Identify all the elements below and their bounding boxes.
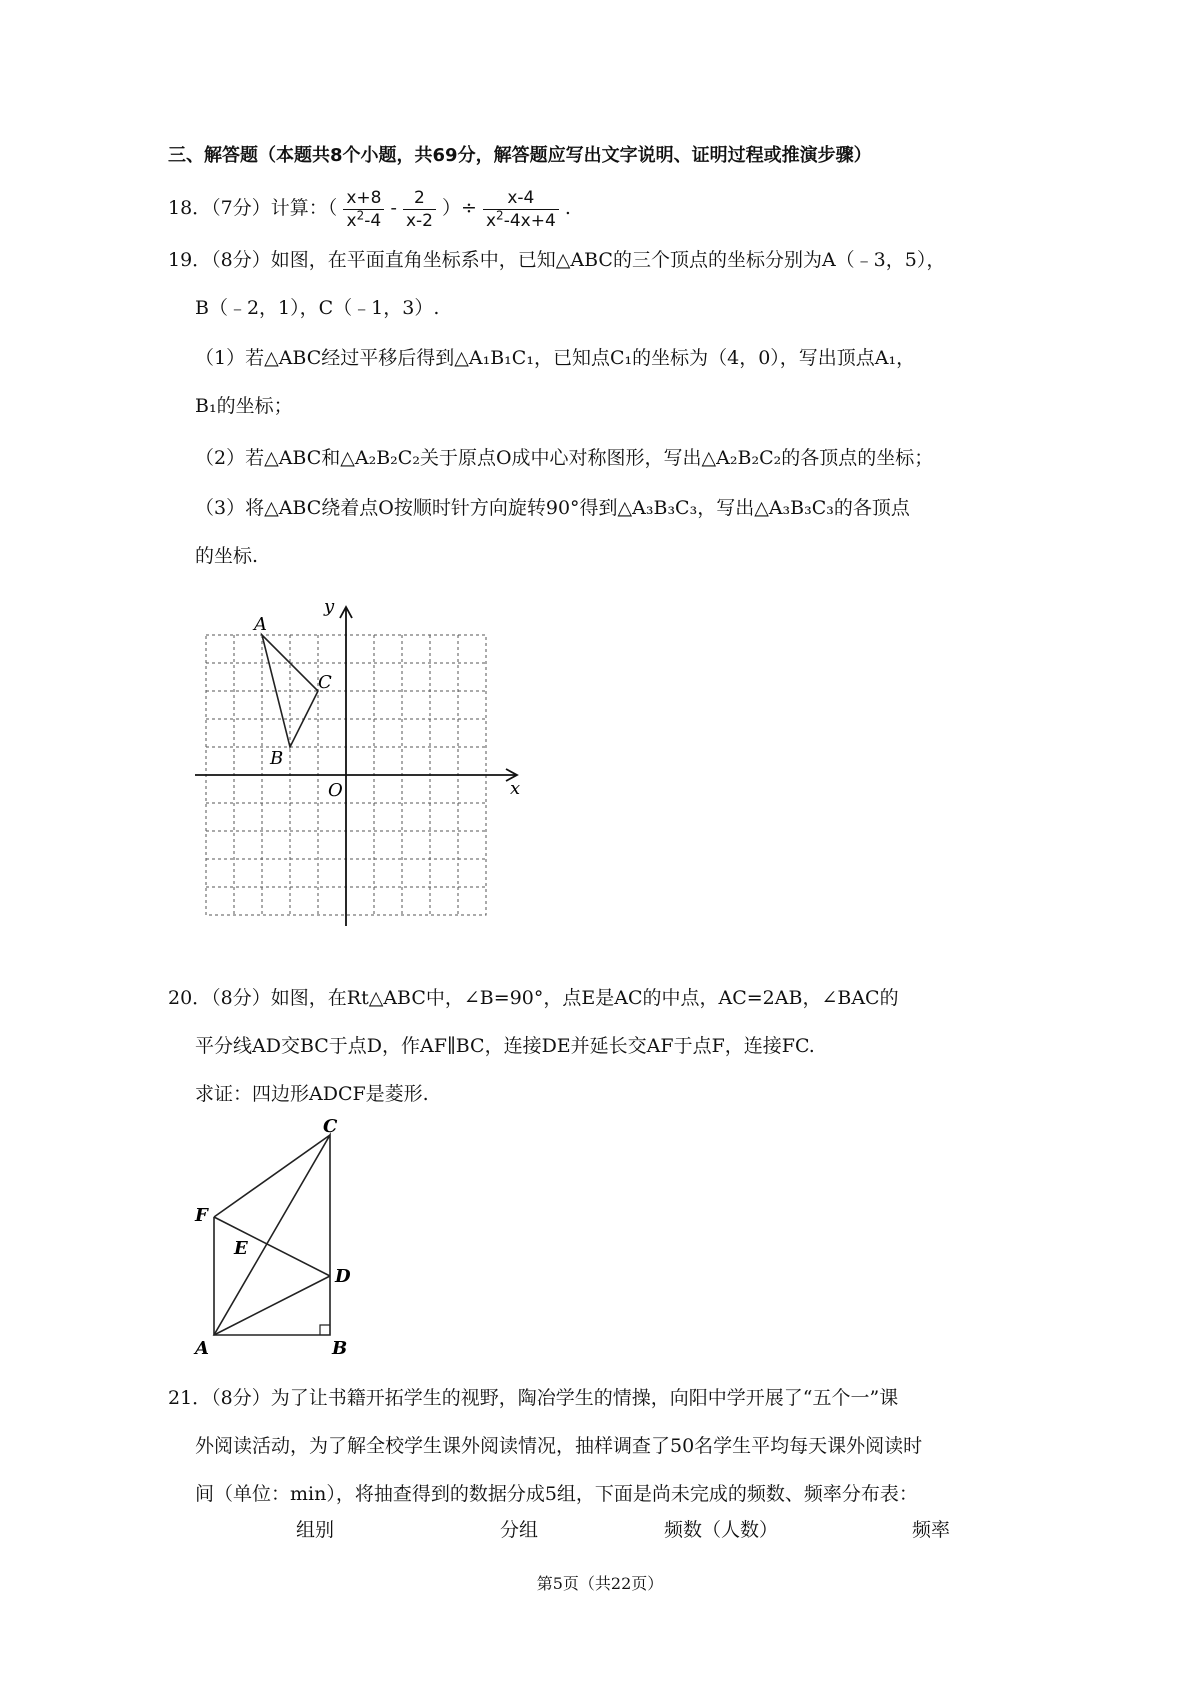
q18-fraction-3: $\frac{x-4}{x^2-4x+4}$ <box>483 187 559 232</box>
q19-part-1a: （1）若△ABC经过平移后得到△A₁B₁C₁，已知点C₁的坐标为（4，0），写出顶点A₁， <box>195 347 916 369</box>
q18-fraction-2: $\frac{2}{x-2}$ <box>403 187 436 232</box>
q21-line-1: 21．（8分）为了让书籍开拓学生的视野，陶冶学生的情操，向阳中学开展了“五个一”课 <box>168 1387 899 1409</box>
q21-line-2: 外阅读活动，为了解全校学生课外阅读情况，抽样调查了50名学生平均每天课外阅读时 <box>195 1435 923 1457</box>
q19-coordinate-figure <box>190 590 550 960</box>
table-header-frequency: 频数（人数） <box>664 1519 779 1541</box>
label-x-axis: x <box>510 778 521 799</box>
q18-divide: ）÷ <box>442 197 477 219</box>
table-header-range: 分组 <box>500 1519 539 1541</box>
table-header-rate: 频率 <box>912 1519 951 1541</box>
table-header-group: 组别 <box>296 1519 335 1541</box>
q20-line-2: 平分线AD交BC于点D，作AF∥BC，连接DE并延长交AF于点F，连接FC. <box>195 1035 815 1057</box>
label-point-f: F <box>195 1205 208 1226</box>
axes <box>195 607 517 926</box>
q18-fraction-1: $\frac{x+8}{x^2-4}$ <box>343 187 384 232</box>
label-point-b: B <box>270 748 284 769</box>
label-point-c: C <box>318 672 332 693</box>
q18-number: 18．（7分）计算：（ <box>168 197 338 219</box>
section-title: 三、解答题（本题共8个小题，共69分，解答题应写出文字说明、证明过程或推演步骤） <box>168 145 872 166</box>
page-footer: 第5页（共22页） <box>536 1574 664 1593</box>
label-point-d: D <box>335 1266 351 1287</box>
q20-line-3: 求证：四边形ADCF是菱形. <box>195 1083 429 1105</box>
label-point-e: E <box>234 1238 248 1259</box>
label-point-a: A <box>254 614 267 635</box>
question-18 <box>168 184 571 232</box>
q19-line-1: 19．（8分）如图，在平面直角坐标系中，已知△ABC的三个顶点的坐标分别为A（﹣3，5）， <box>168 249 946 271</box>
q19-part-3b: 的坐标. <box>195 545 259 567</box>
label-origin: O <box>328 780 343 801</box>
q18-minus: - <box>390 197 397 219</box>
q18-period: . <box>564 197 571 219</box>
q19-part-1b: B₁的坐标； <box>195 395 293 417</box>
q20-line-1: 20．（8分）如图，在Rt△ABC中，∠B=90°，点E是AC的中点，AC=2AB，∠BAC的 <box>168 987 899 1009</box>
label-y-axis: y <box>324 596 335 617</box>
label-point-c: C <box>323 1118 338 1137</box>
q20-rhombus-figure <box>190 1118 370 1358</box>
q19-part-3a: （3）将△ABC绕着点O按顺时针方向旋转90°得到△A₃B₃C₃，写出△A₃B₃C₃的各顶点 <box>195 497 910 519</box>
label-point-b: B <box>332 1338 348 1358</box>
label-point-a: A <box>195 1338 209 1358</box>
q19-line-2: B（﹣2，1），C（﹣1，3）. <box>195 297 440 319</box>
q19-part-2: （2）若△ABC和△A₂B₂C₂关于原点O成中心对称图形，写出△A₂B₂C₂的各顶点的坐标； <box>195 447 934 469</box>
q21-line-3: 间（单位：min），将抽查得到的数据分成5组，下面是尚未完成的频数、频率分布表： <box>195 1483 918 1505</box>
